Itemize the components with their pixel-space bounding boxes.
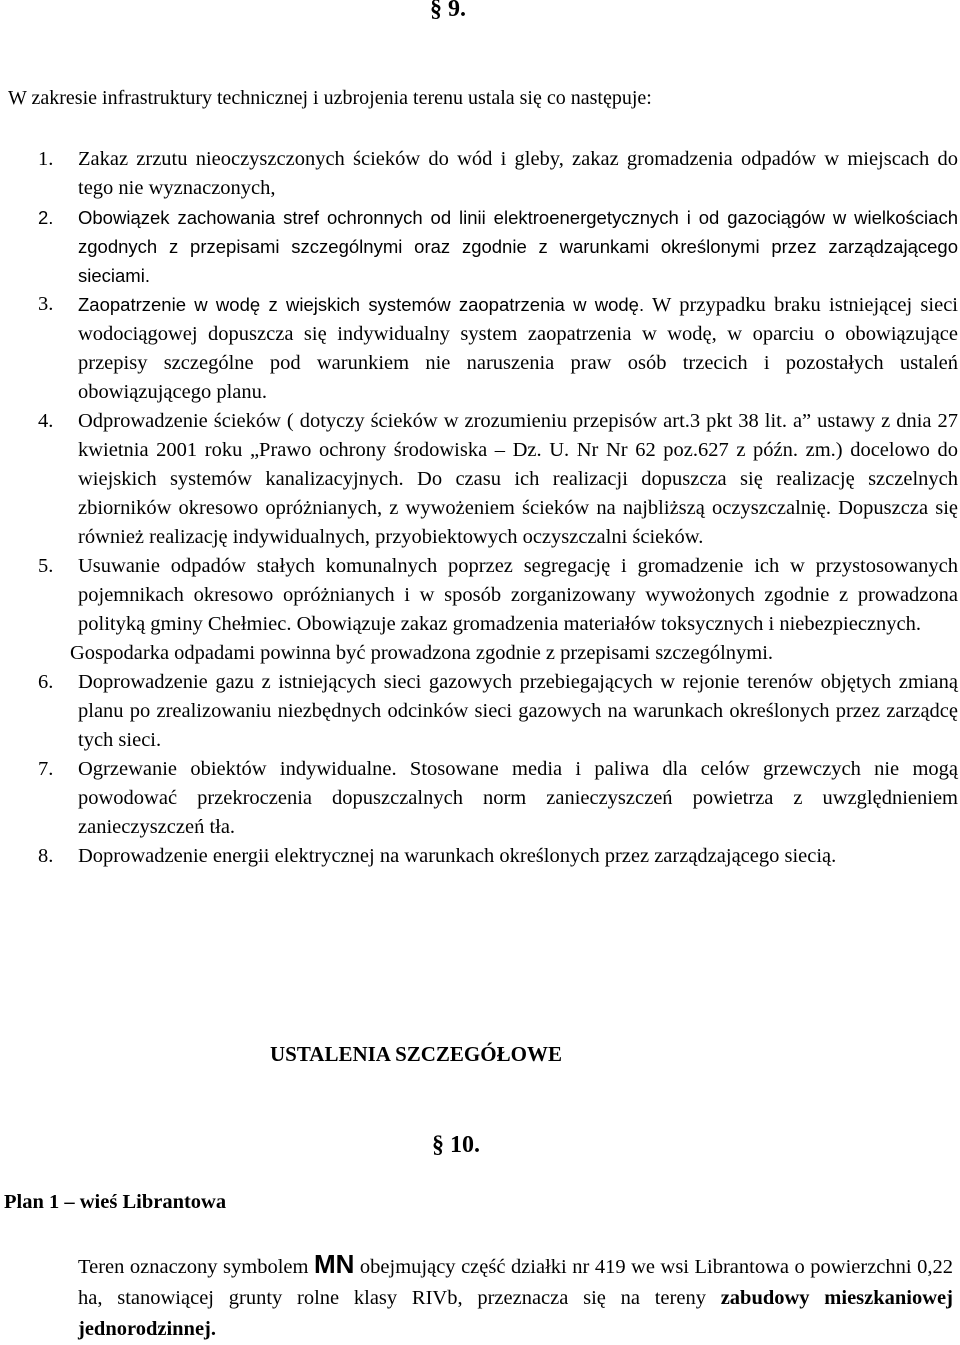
mn-text-purpose: zabudowy mieszkaniowej jednorodzinnej. bbox=[78, 1287, 953, 1340]
list-item-number: 8. bbox=[38, 845, 54, 867]
list-item bbox=[38, 755, 958, 842]
mn-text-body: obejmujący część działki nr 419 we wsi Librantowa o powierzchni 0,22 ha, stanowiącej grunty rolne klasy RIVb, przeznacza się na tereny bbox=[78, 1256, 953, 1309]
list-item-text: Ogrzewanie obiektów indywidualne. Stosowane media i paliwa dla celów grzewczych nie mogą powodować przekroczenia dopuszczalnych norm zanieczyszczeń powietrza z uwzględnieniem zanieczyszczeń tła. bbox=[78, 758, 958, 838]
list-item bbox=[38, 552, 958, 668]
list-item bbox=[38, 842, 958, 871]
detailed-provisions-heading: USTALENIA SZCZEGÓŁOWE bbox=[270, 1042, 562, 1066]
mn-symbol: MN bbox=[313, 1249, 355, 1279]
plan-title: Plan 1 – wieś Librantowa bbox=[4, 1191, 227, 1213]
list-item-text: Zaopatrzenie w wodę z wiejskich systemów zaopatrzenia w wodę. bbox=[78, 294, 645, 315]
list-item-text: Zakaz zrzutu nieoczyszczonych ścieków do wód i gleby, zakaz gromadzenia odpadów w miejscach do tego nie wyznaczonych, bbox=[78, 148, 958, 199]
list-item-text: Doprowadzenie energii elektrycznej na warunkach określonych przez zarządzającego siecią. bbox=[78, 845, 837, 867]
list-item-number: 6. bbox=[38, 671, 54, 693]
section-10-heading: § 10. bbox=[432, 1132, 480, 1158]
list-item-text: Odprowadzenie ścieków ( dotyczy ścieków w zrozumieniu przepisów art.3 pkt 38 lit. a” ustawy z dnia 27 kwietnia 2001 roku „Prawo ochrony środowiska – Dz. U. Nr Nr 62 poz.627 z późn. zm.) docelowo do wiejskich systemów kanalizacyjnych. Do czasu ich realizacji dopuszcza się realizację szczelnych zbiorników okresowo opróżnianych, z wywożeniem ścieków na najbliższą oczyszczalnię. Dopuszcza się również realizację indywidualnych, przyobiektowych oczyszczalni ścieków. bbox=[78, 410, 958, 548]
list-item bbox=[38, 145, 958, 203]
list-item-number: 1. bbox=[38, 148, 54, 170]
list-item-text: Doprowadzenie gazu z istniejących sieci gazowych przebiegających w rejonie terenów objętych zmianą planu po zrealizowaniu niezbędnych odcinków sieci gazowych na warunkach określonych przez zarządcę tych sieci. bbox=[78, 671, 958, 751]
list-item-extra-sentence: Gospodarka odpadami powinna być prowadzona zgodnie z przepisami szczególnymi. bbox=[70, 642, 774, 664]
list-item-text-continued: W przypadku braku istniejącej sieci wodociągowej dopuszcza się indywidualny system zaopatrzenia w wodę, w oparciu o obowiązujące przepisy szczególne pod warunkiem nie naruszenia praw osób trzecich i pozostałych ustaleń obowiązującego planu. bbox=[78, 294, 958, 403]
list-item-number: 5. bbox=[38, 555, 54, 577]
list-item bbox=[38, 407, 958, 552]
mn-text-intro: Teren oznaczony symbolem bbox=[78, 1256, 314, 1278]
section-9-heading: § 9. bbox=[430, 0, 466, 22]
list-item bbox=[38, 668, 958, 755]
list-item-text: Usuwanie odpadów stałych komunalnych poprzez segregację i gromadzenie ich w przystosowanych pojemnikach okresowo opróżnianych i w sposób zorganizowany wywożonych zgodnie z prowadzona polityką gminy Chełmiec. Obowiązuje zakaz gromadzenia materiałów toksycznych i niebezpiecznych. bbox=[78, 555, 958, 635]
intro-paragraph: W zakresie infrastruktury technicznej i uzbrojenia terenu ustala się co następuje: bbox=[8, 87, 652, 109]
list-item bbox=[38, 290, 958, 407]
list-item-number: 2. bbox=[38, 207, 54, 228]
mn-description-paragraph bbox=[78, 1249, 953, 1345]
list-item-number: 3. bbox=[38, 293, 54, 315]
list-item-text: Obowiązek zachowania stref ochronnych od linii elektroenergetycznych i od gazociągów w wielkościach zgodnych z przepisami szczególnymi oraz zgodnie z warunkami określonymi przez zarządzającego sieciami. bbox=[78, 207, 958, 286]
list-item bbox=[38, 203, 958, 290]
infrastructure-list bbox=[38, 145, 958, 871]
list-item-number: 7. bbox=[38, 758, 54, 780]
list-item-number: 4. bbox=[38, 410, 54, 432]
